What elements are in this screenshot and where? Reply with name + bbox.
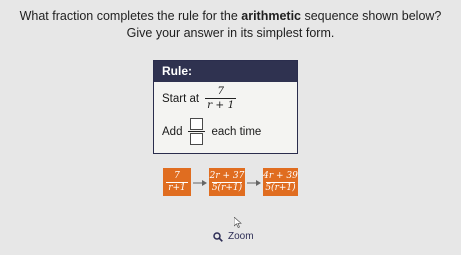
term-denominator: r+1 [168,182,186,193]
term-numerator: 7 [174,170,180,181]
mouse-cursor-icon [234,217,242,228]
term-numerator: 2r + 37 [209,170,245,181]
question-text [0,8,461,42]
sequence-term-1 [163,168,191,196]
term-denominator: 5(r+1) [265,182,296,193]
start-denominator: r + 1 [207,99,235,111]
numerator-input-box[interactable] [190,118,203,130]
fraction-bar [188,131,205,132]
rule-box [153,60,298,154]
term-denominator: 5(r+1) [211,182,243,193]
question-text-part: What fraction completes the rule for the [19,9,242,23]
zoom-label: Zoom [228,231,254,242]
term-numerator: 4r + 39 [263,170,298,181]
zoom-button[interactable] [213,231,254,242]
start-fraction [205,85,236,112]
add-suffix: each time [211,125,262,138]
arrow-right-icon [247,180,261,186]
question-line-1 [0,8,461,25]
rule-start-line [162,85,242,112]
question-keyword: arithmetic [241,9,301,23]
sequence-term-2 [209,168,245,196]
rule-title: Rule: [154,61,297,82]
answer-fraction [188,117,205,146]
sequence-row [0,168,461,198]
denominator-input-box[interactable] [190,133,203,145]
question-text-part: sequence shown below? [301,9,442,23]
add-label: Add [162,125,183,138]
magnifier-icon [213,232,223,242]
arrow-right-icon [193,180,207,186]
rule-add-line [162,117,261,146]
sequence-term-3 [263,168,298,196]
start-label: Start at [162,92,200,105]
question-line-2: Give your answer in its simplest form. [126,26,335,40]
start-numerator: 7 [217,85,225,97]
